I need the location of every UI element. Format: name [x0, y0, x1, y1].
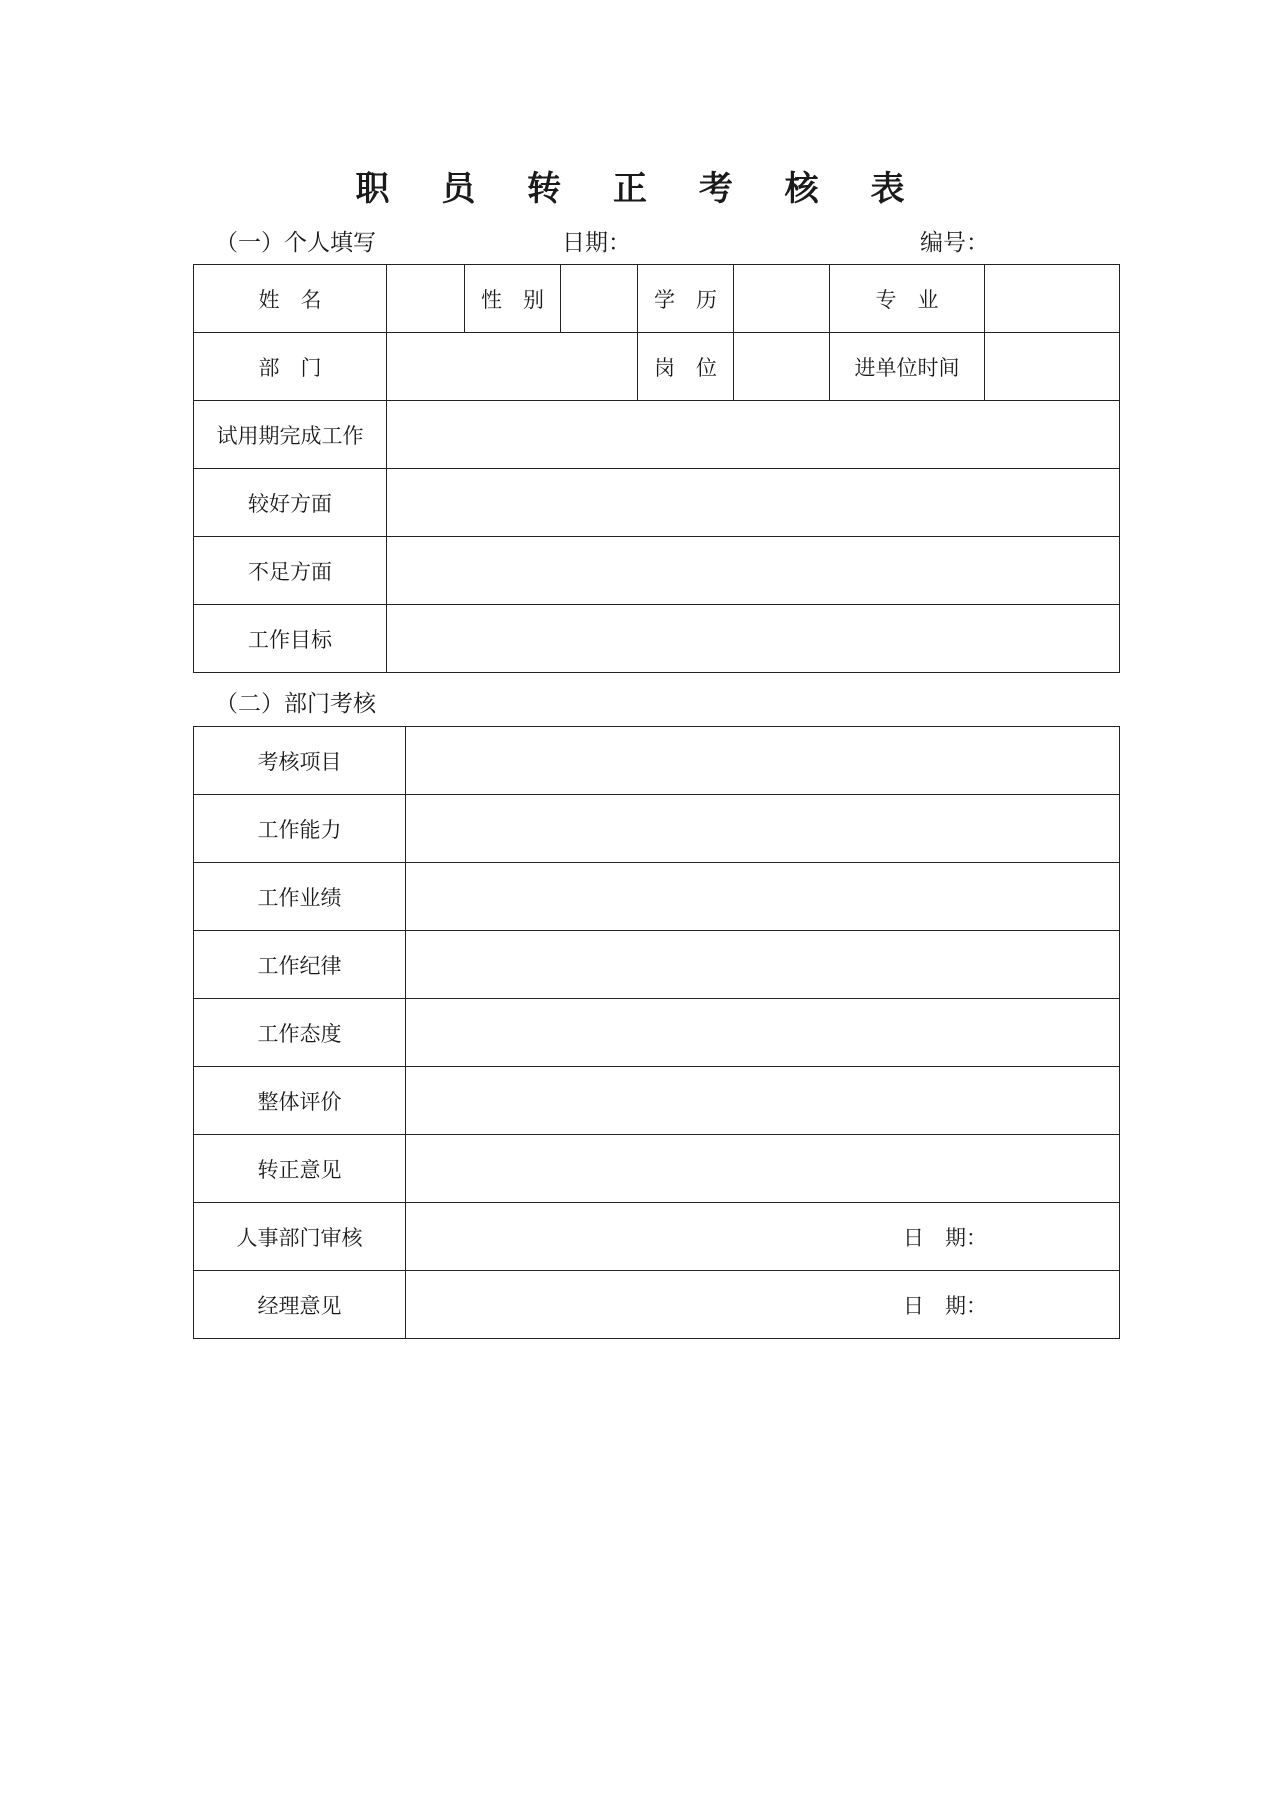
weaknesses-field[interactable]	[387, 537, 1120, 605]
work-performance-field[interactable]	[406, 863, 1120, 931]
table-row	[194, 1203, 1120, 1271]
date-label: 日期：	[562, 230, 631, 256]
table-row	[194, 1271, 1120, 1339]
work-attitude-field[interactable]	[406, 999, 1120, 1067]
hr-review-date-label: 日 期：	[903, 1225, 987, 1250]
overall-evaluation-field[interactable]	[406, 1067, 1120, 1135]
number-label: 编号：	[920, 230, 989, 256]
work-ability-field[interactable]	[406, 795, 1120, 863]
manager-opinion-date-label: 日 期：	[903, 1293, 987, 1318]
position-label: 岗 位	[638, 333, 734, 401]
work-goals-label: 工作目标	[194, 605, 387, 673]
major-label: 专 业	[830, 265, 985, 333]
table-row	[194, 999, 1120, 1067]
table-row	[194, 727, 1120, 795]
table-row	[194, 469, 1120, 537]
personal-info-table	[193, 264, 1120, 673]
hr-review-label: 人事部门审核	[194, 1203, 406, 1271]
work-discipline-label: 工作纪律	[194, 931, 406, 999]
table-row	[194, 931, 1120, 999]
work-discipline-field[interactable]	[406, 931, 1120, 999]
probation-work-field[interactable]	[387, 401, 1120, 469]
work-performance-label: 工作业绩	[194, 863, 406, 931]
section-heading-department: （二）部门考核	[215, 691, 376, 717]
position-field[interactable]	[734, 333, 830, 401]
table-row	[194, 1067, 1120, 1135]
strengths-label: 较好方面	[194, 469, 387, 537]
table-row	[194, 333, 1120, 401]
table-row	[194, 401, 1120, 469]
probation-work-label: 试用期完成工作	[194, 401, 387, 469]
education-label: 学 历	[638, 265, 734, 333]
department-label: 部 门	[194, 333, 387, 401]
name-field[interactable]	[387, 265, 465, 333]
gender-field[interactable]	[561, 265, 638, 333]
department-review-table	[193, 726, 1120, 1339]
manager-opinion-field[interactable]	[406, 1271, 1120, 1339]
table-row	[194, 863, 1120, 931]
table-row	[194, 605, 1120, 673]
weaknesses-label: 不足方面	[194, 537, 387, 605]
gender-label: 性 别	[465, 265, 561, 333]
review-items-field[interactable]	[406, 727, 1120, 795]
manager-opinion-label: 经理意见	[194, 1271, 406, 1339]
page-title: 职 员 转 正 考 核 表	[355, 169, 925, 209]
table-row	[194, 537, 1120, 605]
review-items-label: 考核项目	[194, 727, 406, 795]
join-date-field[interactable]	[985, 333, 1120, 401]
overall-evaluation-label: 整体评价	[194, 1067, 406, 1135]
name-label: 姓 名	[194, 265, 387, 333]
table-row	[194, 1135, 1120, 1203]
work-goals-field[interactable]	[387, 605, 1120, 673]
table-row	[194, 265, 1120, 333]
regularization-opinion-field[interactable]	[406, 1135, 1120, 1203]
strengths-field[interactable]	[387, 469, 1120, 537]
section-heading-personal: （一）个人填写	[215, 230, 376, 256]
work-ability-label: 工作能力	[194, 795, 406, 863]
regularization-opinion-label: 转正意见	[194, 1135, 406, 1203]
work-attitude-label: 工作态度	[194, 999, 406, 1067]
table-row	[194, 795, 1120, 863]
education-field[interactable]	[734, 265, 830, 333]
hr-review-field[interactable]	[406, 1203, 1120, 1271]
join-date-label: 进单位时间	[830, 333, 985, 401]
department-field[interactable]	[387, 333, 638, 401]
major-field[interactable]	[985, 265, 1120, 333]
